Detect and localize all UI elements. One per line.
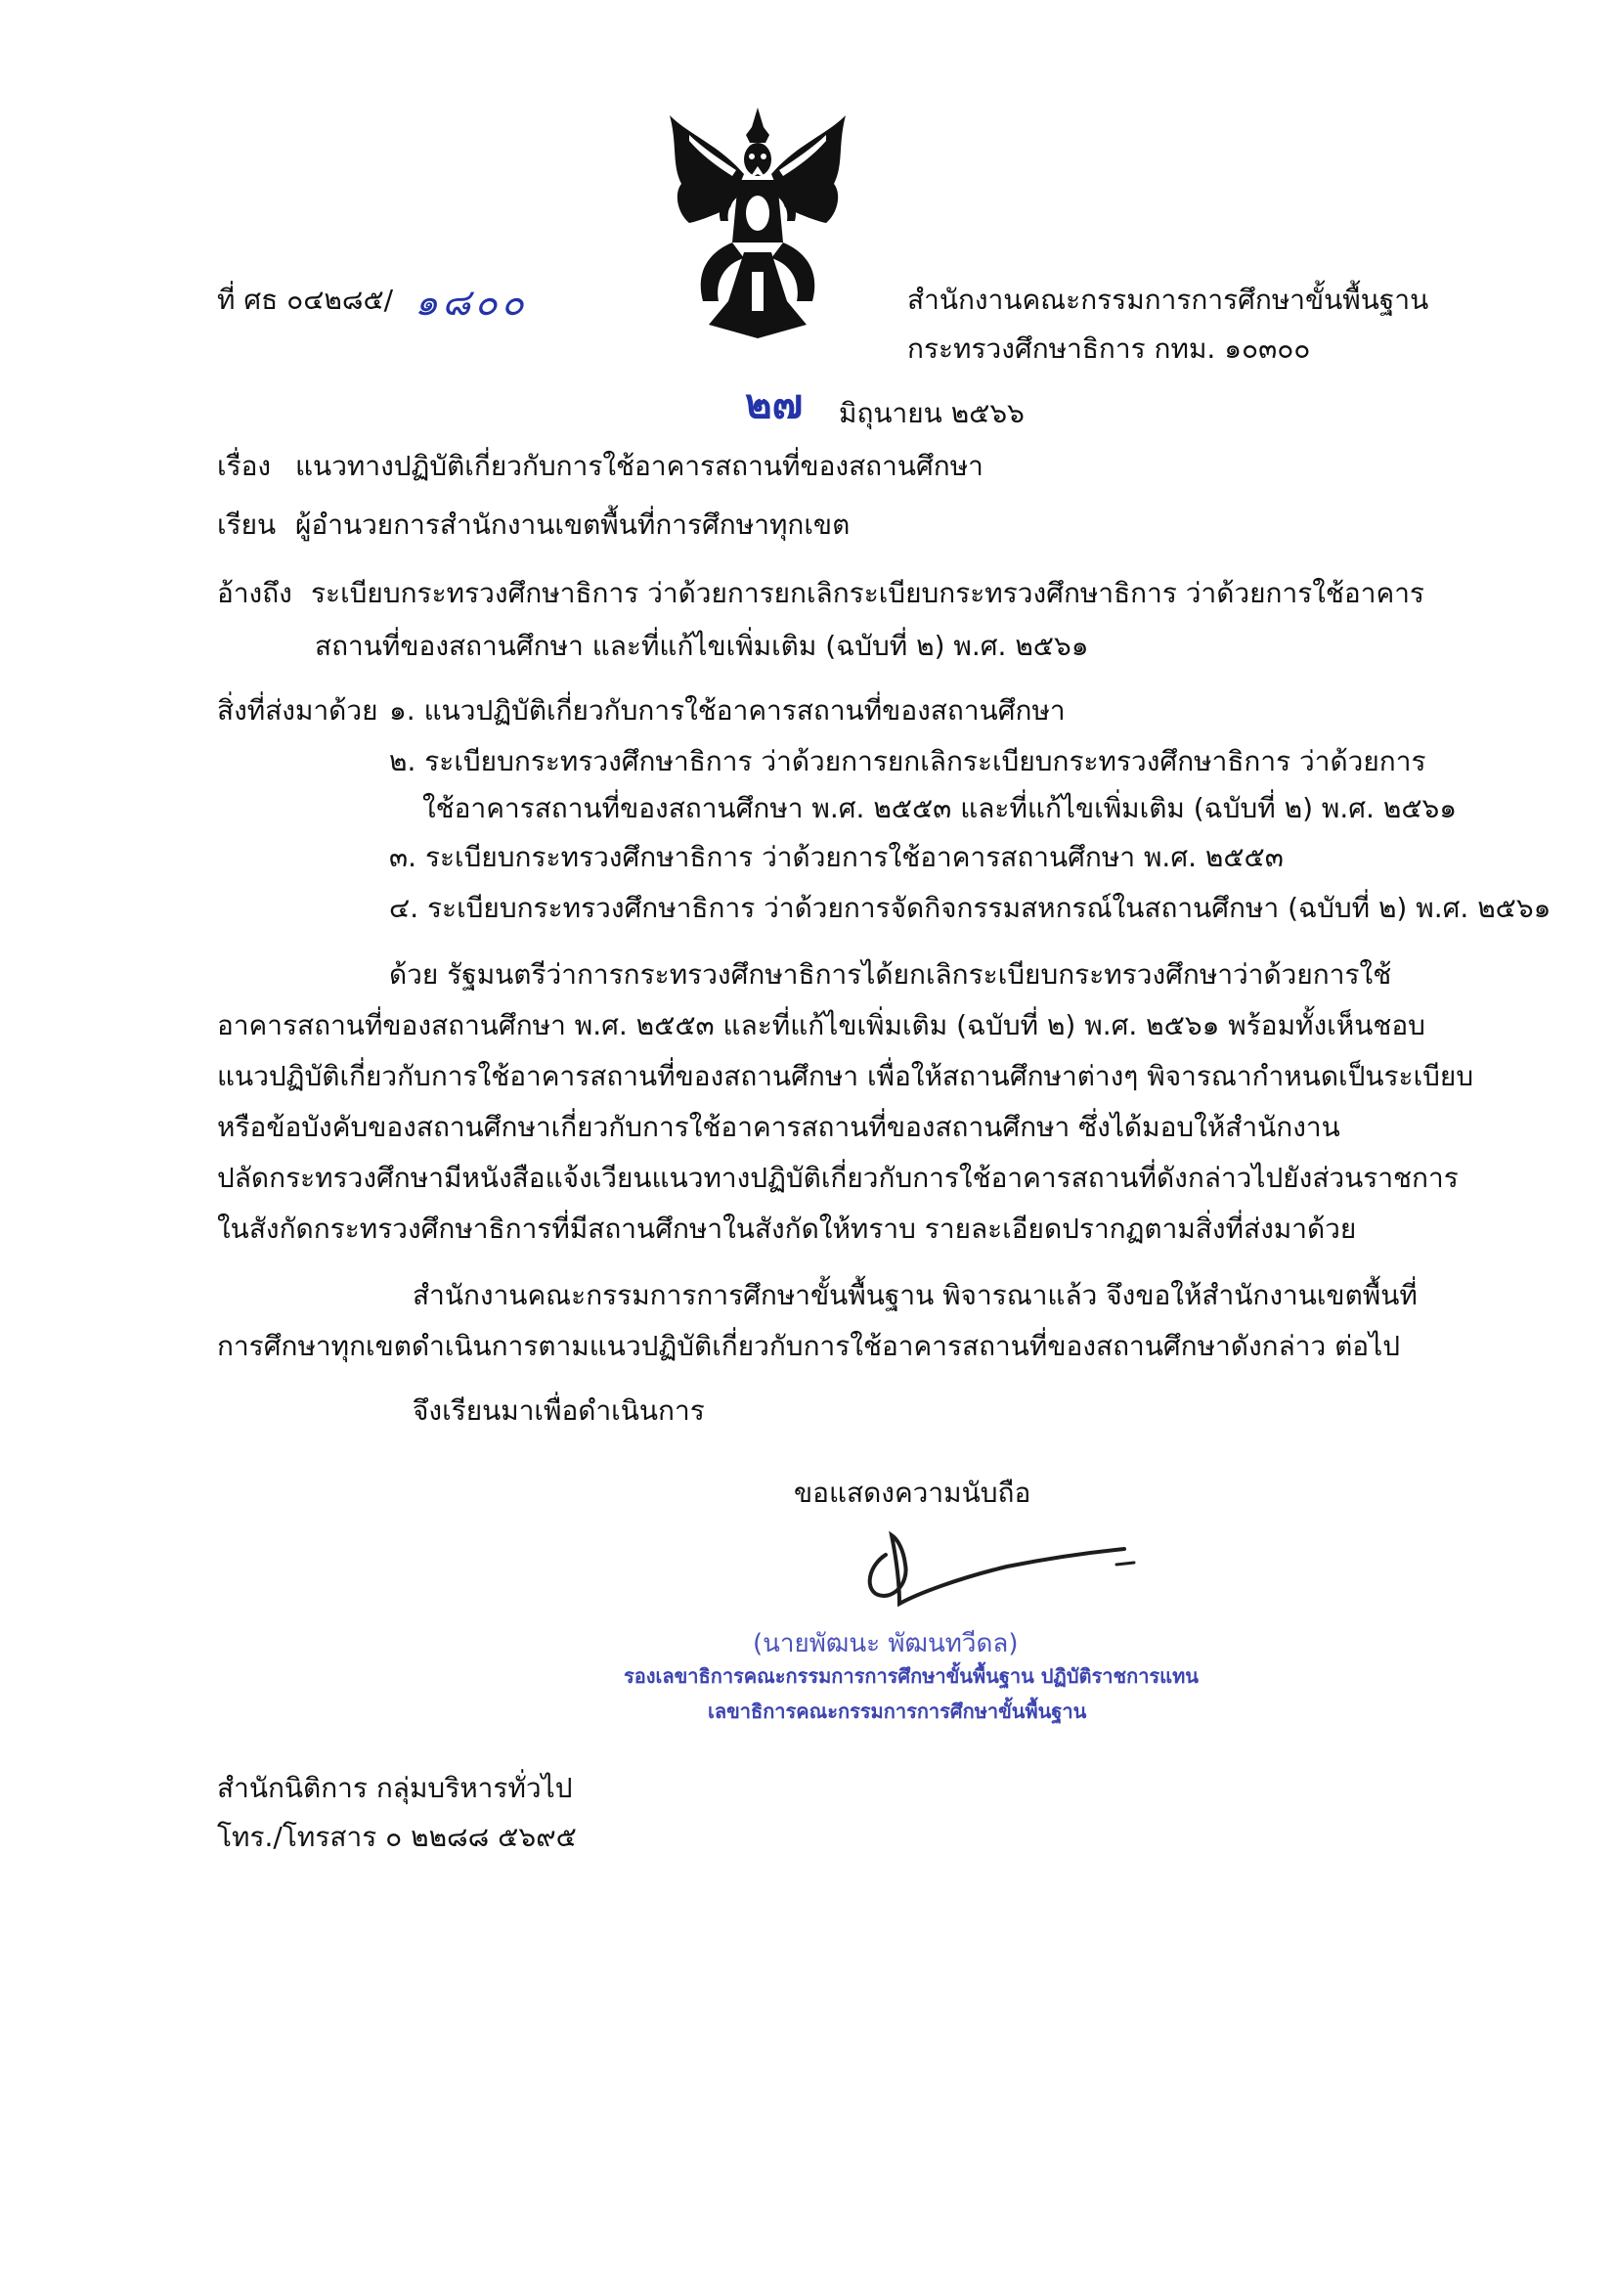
enclosure-item-1: ๑. แนวปฏิบัติเกี่ยวกับการใช้อาคารสถานที่ของสถานศึกษา bbox=[389, 694, 1066, 727]
issuing-office: สำนักนิติการ กลุ่มบริหารทั่วไป bbox=[217, 1772, 573, 1804]
valediction: ขอแสดงความนับถือ bbox=[794, 1477, 1031, 1509]
subject-label: เรื่อง bbox=[217, 450, 272, 482]
recipient-text: ผู้อำนวยการสำนักงานเขตพื้นที่การศึกษาทุกเขต bbox=[295, 508, 851, 541]
body-paragraph-1-line-6: ในสังกัดกระทรวงศึกษาธิการที่มีสถานศึกษาในสังกัดให้ทราบ รายละเอียดปรากฏตามสิ่งที่ส่งมาด้วย bbox=[217, 1213, 1357, 1245]
reference-number-handwritten: ๑๘๐๐ bbox=[415, 281, 528, 324]
handwritten-signature bbox=[841, 1525, 1154, 1623]
body-paragraph-1-line-2: อาคารสถานที่ของสถานศึกษา พ.ศ. ๒๕๕๓ และที่แก้ไขเพิ่มเติม (ฉบับที่ ๒) พ.ศ. ๒๕๖๑ พร้อมทั้งเห็นชอบ bbox=[217, 1009, 1425, 1041]
phone-fax: โทร./โทรสาร ๐ ๒๒๘๘ ๕๖๙๕ bbox=[217, 1821, 577, 1853]
agency-address: กระทรวงศึกษาธิการ กทม. ๑๐๓๐๐ bbox=[907, 332, 1311, 365]
date-day-handwritten: ๒๗ bbox=[745, 379, 804, 427]
signatory-name: (นายพัฒนะ พัฒนทวีดล) bbox=[753, 1629, 1019, 1658]
signatory-title-line-1: รองเลขาธิการคณะกรรมการการศึกษาขั้นพื้นฐาน ปฏิบัติราชการแทน bbox=[624, 1664, 1199, 1688]
enclosure-item-3: ๓. ระเบียบกระทรวงศึกษาธิการ ว่าด้วยการใช้อาคารสถานศึกษา พ.ศ. ๒๕๕๓ bbox=[389, 841, 1284, 873]
reference-label: อ้างถึง bbox=[217, 577, 292, 609]
enclosure-item-4: ๔. ระเบียบกระทรวงศึกษาธิการ ว่าด้วยการจัดกิจกรรมสหกรณ์ในสถานศึกษา (ฉบับที่ ๒) พ.ศ. ๒๕๖๑ bbox=[389, 892, 1551, 924]
enclosure-item-2-line-2: ใช้อาคารสถานที่ของสถานศึกษา พ.ศ. ๒๕๕๓ และที่แก้ไขเพิ่มเติม (ฉบับที่ ๒) พ.ศ. ๒๕๖๑ bbox=[422, 792, 1458, 824]
reference-line-1: ระเบียบกระทรวงศึกษาธิการ ว่าด้วยการยกเลิกระเบียบกระทรวงศึกษาธิการ ว่าด้วยการใช้อาคาร bbox=[311, 577, 1424, 609]
enclosures-label: สิ่งที่ส่งมาด้วย bbox=[217, 694, 378, 727]
garuda-emblem-icon bbox=[660, 106, 855, 340]
closing-request: จึงเรียนมาเพื่อดำเนินการ bbox=[413, 1394, 705, 1427]
enclosure-item-2-line-1: ๒. ระเบียบกระทรวงศึกษาธิการ ว่าด้วยการยกเลิกระเบียบกระทรวงศึกษาธิการ ว่าด้วยการ bbox=[389, 745, 1426, 777]
recipient-label: เรียน bbox=[217, 508, 277, 541]
date-month-year: มิถุนายน ๒๕๖๖ bbox=[839, 397, 1025, 429]
body-paragraph-1-line-3: แนวปฏิบัติเกี่ยวกับการใช้อาคารสถานที่ของสถานศึกษา เพื่อให้สถานศึกษาต่างๆ พิจารณากำหนดเป็นระเบียบ bbox=[217, 1060, 1474, 1092]
reference-line-2: สถานที่ของสถานศึกษา และที่แก้ไขเพิ่มเติม (ฉบับที่ ๒) พ.ศ. ๒๕๖๑ bbox=[315, 630, 1089, 662]
reference-number-label: ที่ ศธ ๐๔๒๘๕/ bbox=[217, 284, 394, 316]
body-paragraph-1-line-1: ด้วย รัฐมนตรีว่าการกระทรวงศึกษาธิการได้ยกเลิกระเบียบกระทรวงศึกษาว่าด้วยการใช้ bbox=[389, 958, 1392, 991]
agency-name: สำนักงานคณะกรรมการการศึกษาขั้นพื้นฐาน bbox=[907, 284, 1429, 316]
subject-text: แนวทางปฏิบัติเกี่ยวกับการใช้อาคารสถานที่ของสถานศึกษา bbox=[295, 450, 983, 482]
body-paragraph-2-line-1: สำนักงานคณะกรรมการการศึกษาขั้นพื้นฐาน พิจารณาแล้ว จึงขอให้สำนักงานเขตพื้นที่ bbox=[413, 1279, 1418, 1311]
signatory-title-line-2: เลขาธิการคณะกรรมการการศึกษาขั้นพื้นฐาน bbox=[708, 1700, 1087, 1723]
body-paragraph-1-line-5: ปลัดกระทรวงศึกษามีหนังสือแจ้งเวียนแนวทางปฏิบัติเกี่ยวกับการใช้อาคารสถานที่ดังกล่าวไปยังส่วนราชการ bbox=[217, 1162, 1459, 1194]
body-paragraph-1-line-4: หรือข้อบังคับของสถานศึกษาเกี่ยวกับการใช้อาคารสถานที่ของสถานศึกษา ซึ่งได้มอบให้สำนักงาน bbox=[217, 1111, 1340, 1143]
body-paragraph-2-line-2: การศึกษาทุกเขตดำเนินการตามแนวปฏิบัติเกี่ยวกับการใช้อาคารสถานที่ของสถานศึกษาดังกล่าว ต่อไป bbox=[217, 1330, 1400, 1362]
